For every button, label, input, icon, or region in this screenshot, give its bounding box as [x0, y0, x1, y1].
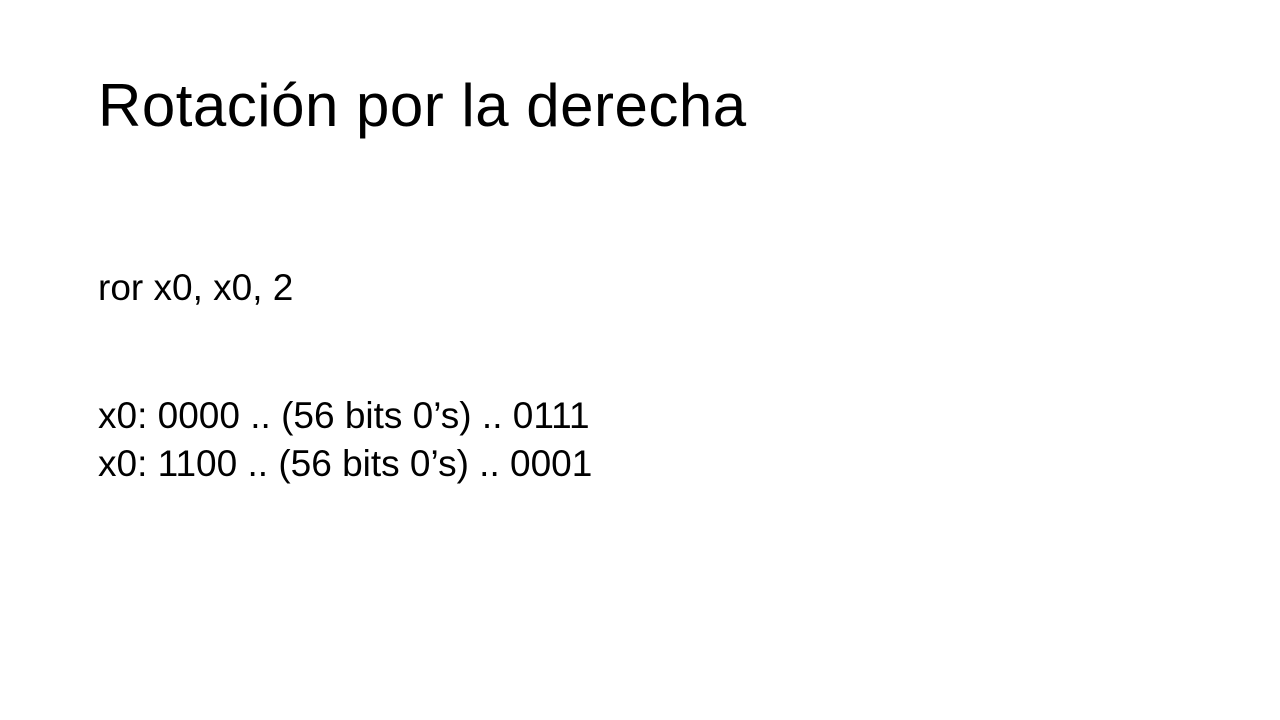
spacer: [98, 312, 592, 392]
register-after-line: x0: 1100 .. (56 bits 0’s) .. 0001: [98, 443, 593, 484]
register-before-line: x0: 0000 .. (56 bits 0’s) .. 0111: [98, 395, 590, 436]
slide-title: Rotación por la derecha: [98, 72, 747, 139]
instruction-line: ror x0, x0, 2: [98, 267, 294, 308]
slide-body: [98, 264, 592, 488]
